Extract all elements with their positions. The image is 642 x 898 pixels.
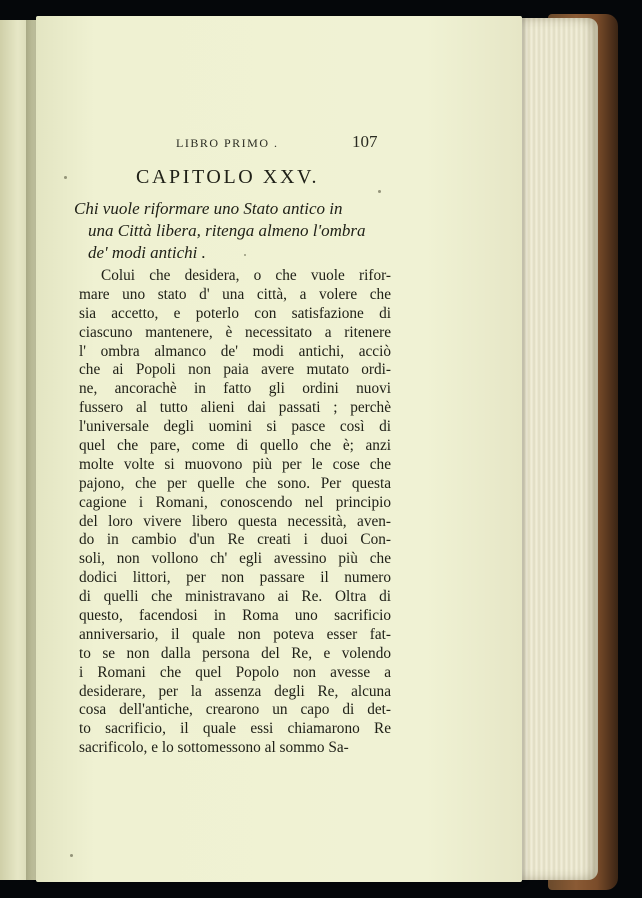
body-line: Colui che desidera, o che vuole rifor- (101, 267, 391, 284)
chapter-title: CAPITOLO XXV. (136, 166, 320, 188)
body-line: l'universale degli uomini si pasce così di (79, 418, 391, 436)
page-number: 107 (352, 132, 378, 151)
body-line: mare uno stato d' una città, a volere che (79, 285, 391, 303)
body-line: l' ombra almanco de' modi antichi, acciò (79, 342, 391, 360)
body-line: quel che pare, come di quello che è; anzi (79, 437, 391, 455)
body-line: fussero al tutto alieni dai passati ; perchè (79, 399, 391, 417)
body-line: dodici littori, per non passare il numero (79, 569, 391, 587)
body-line: do in cambio d'un Re creati i duoi Con- (79, 531, 391, 549)
subtitle-line: Chi vuole riformare uno Stato antico in (74, 199, 343, 218)
paper-spot (244, 254, 246, 256)
body-line: ne, ancorachè in fatto gli ordini nuovi (79, 380, 391, 398)
body-line: pajono, che per quelle che sono. Per questa (79, 474, 391, 492)
body-line: sacrificolo, e lo sottomessono al sommo Sa- (79, 739, 349, 757)
body-line: molte volte si muovono più per le cose che (79, 455, 391, 473)
paper-spot (64, 176, 67, 179)
body-line: cosa dell'antiche, crearono un capo di det- (79, 701, 391, 719)
body-line: questo, facendosi in Roma uno sacrificio (79, 607, 391, 625)
body-line: cagione i Romani, conoscendo nel principio (79, 493, 391, 511)
subtitle-line: de' modi antichi . (88, 243, 206, 262)
body-line: ciascuno mantenere, è necessitato a ritenere (79, 323, 391, 341)
body-line: to se non dalla persona del Re, e volendo (79, 644, 391, 662)
body-line: desiderare, per la assenza degli Re, alcuna (79, 682, 391, 700)
body-text (79, 267, 391, 758)
body-line: di quelli che ministravano ai Re. Oltra di (79, 588, 391, 606)
paper-spot (378, 190, 381, 193)
body-line: soli, non vollono ch' egli avessino più che (79, 550, 391, 568)
chapter-subtitle (74, 198, 394, 264)
paper-spot (70, 854, 73, 857)
body-line: sia accetto, e poterlo con satisfazione di (79, 304, 391, 322)
running-head: LIBRO PRIMO . (176, 136, 279, 150)
body-line: del loro vivere libero questa necessità, aven- (79, 512, 391, 530)
body-line: che ai Popoli non paia avere mutato ordi- (79, 361, 391, 379)
subtitle-line: una Città libera, ritenga almeno l'ombra (88, 221, 366, 240)
body-line: anniversario, il quale non poteva esser fat- (79, 625, 391, 643)
body-line: i Romani che quel Popolo non avesse a (79, 663, 391, 681)
body-line: to sacrificio, il quale essi chiamarono Re (79, 720, 391, 738)
